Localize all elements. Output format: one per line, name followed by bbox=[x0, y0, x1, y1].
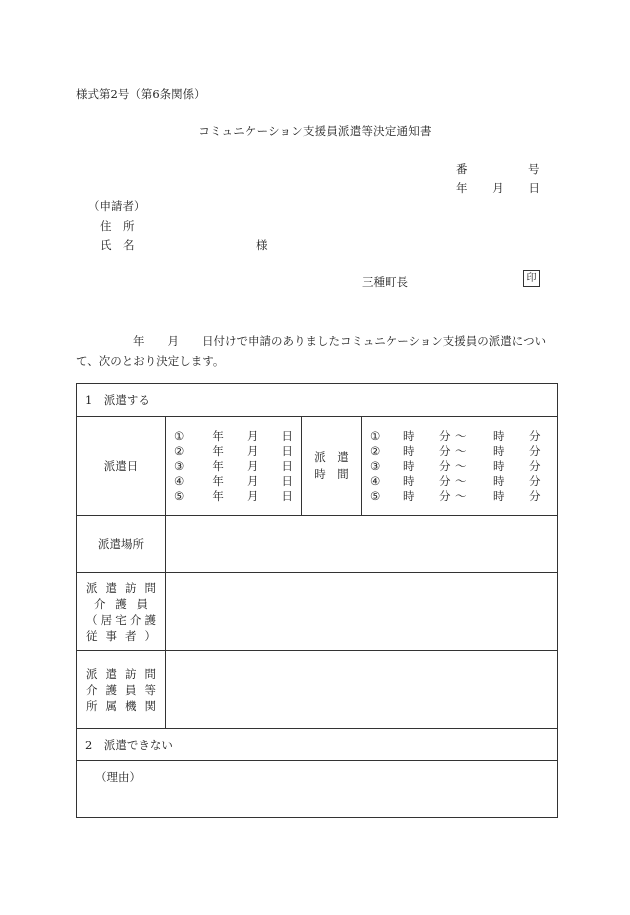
time-range-separator: 〜 bbox=[455, 488, 467, 503]
visitor-label-line bbox=[77, 612, 165, 628]
visitor-label-line bbox=[77, 628, 165, 644]
reason-cell bbox=[77, 761, 558, 818]
number-label: 番 bbox=[456, 162, 468, 176]
date-year: 年 bbox=[212, 473, 224, 488]
start-hour: 時 bbox=[403, 473, 415, 488]
dispatch-table bbox=[76, 383, 558, 818]
date-number: ② bbox=[174, 443, 185, 458]
date-month: 月 bbox=[246, 443, 259, 458]
start-hour: 時 bbox=[403, 488, 415, 503]
visitor-value bbox=[166, 573, 558, 651]
date-number: ① bbox=[174, 428, 185, 443]
start-minute: 分 bbox=[439, 473, 451, 488]
date-year: 年 bbox=[212, 443, 224, 458]
year-label: 年 bbox=[456, 181, 468, 195]
issuer-title: 三種町長 bbox=[362, 275, 408, 289]
time-range-separator: 〜 bbox=[455, 428, 467, 443]
issue-date bbox=[456, 180, 540, 196]
start-minute: 分 bbox=[439, 458, 451, 473]
time-row bbox=[370, 474, 549, 489]
time-row bbox=[370, 444, 549, 459]
agency-label-line bbox=[77, 682, 165, 698]
date-row bbox=[174, 429, 293, 444]
applicant-label: （申請者） bbox=[88, 199, 146, 213]
time-number: ② bbox=[370, 443, 381, 458]
end-hour: 時 bbox=[493, 488, 505, 503]
end-minute: 分 bbox=[529, 458, 541, 473]
visitor-label-text: 派遣訪問 bbox=[86, 580, 156, 595]
time-number: ⑤ bbox=[370, 488, 381, 503]
address-label: 住 所 bbox=[100, 219, 135, 233]
date-month: 月 bbox=[246, 473, 259, 488]
dispatch-date-list bbox=[166, 417, 302, 516]
date-year: 年 bbox=[212, 428, 224, 443]
time-row bbox=[370, 459, 549, 474]
visitor-label-text: 介護員 bbox=[94, 596, 148, 611]
document-title: コミュニケーション支援員派遣等決定通知書 bbox=[198, 124, 432, 138]
date-number: ③ bbox=[174, 458, 185, 473]
start-hour: 時 bbox=[403, 458, 415, 473]
start-hour: 時 bbox=[403, 428, 415, 443]
visitor-label bbox=[77, 573, 166, 651]
visitor-label-text: 従事者） bbox=[86, 628, 156, 643]
agency-label bbox=[77, 651, 166, 729]
date-row bbox=[174, 474, 293, 489]
day-label: 日 bbox=[528, 181, 540, 195]
agency-label-text: 派遣訪問 bbox=[86, 666, 156, 681]
end-hour: 時 bbox=[493, 428, 505, 443]
end-minute: 分 bbox=[529, 428, 541, 443]
end-minute: 分 bbox=[529, 488, 541, 503]
end-hour: 時 bbox=[493, 473, 505, 488]
end-hour: 時 bbox=[493, 458, 505, 473]
date-day: 日 bbox=[281, 473, 293, 488]
date-day: 日 bbox=[281, 428, 293, 443]
decision-statement bbox=[76, 331, 554, 371]
section-dispatch: 1 派遣する bbox=[77, 384, 558, 417]
dispatch-place-value bbox=[166, 516, 558, 573]
date-month: 月 bbox=[246, 488, 259, 503]
start-minute: 分 bbox=[439, 443, 451, 458]
reason-label: （理由） bbox=[95, 770, 141, 784]
agency-label-line bbox=[77, 666, 165, 682]
date-month: 月 bbox=[246, 428, 259, 443]
date-year: 年 bbox=[212, 488, 224, 503]
agency-value bbox=[166, 651, 558, 729]
name-label: 氏 名 bbox=[100, 238, 135, 252]
month-label: 月 bbox=[492, 181, 504, 195]
dispatch-time-label-1: 派 遣 bbox=[314, 450, 349, 464]
time-range-separator: 〜 bbox=[455, 458, 467, 473]
section-no-dispatch: 2 派遣できない bbox=[77, 729, 558, 761]
honorific: 様 bbox=[256, 238, 268, 252]
dispatch-time-label bbox=[302, 417, 362, 516]
agency-label-text: 介護員等 bbox=[86, 682, 156, 697]
date-number: ④ bbox=[174, 473, 185, 488]
decision-text: 年 月 日付けで申請のありましたコミュニケーション支援員の派遣について、次のとおり決定します。 bbox=[76, 334, 547, 368]
agency-label-text: 所属機関 bbox=[86, 698, 156, 713]
agency-label-line bbox=[77, 698, 165, 714]
date-row bbox=[174, 489, 293, 504]
date-year: 年 bbox=[212, 458, 224, 473]
form-number: 様式第2号（第6条関係） bbox=[76, 87, 206, 101]
dispatch-place-label: 派遣場所 bbox=[77, 516, 166, 573]
time-number: ④ bbox=[370, 473, 381, 488]
date-day: 日 bbox=[281, 458, 293, 473]
date-row bbox=[174, 444, 293, 459]
date-row bbox=[174, 459, 293, 474]
number-suffix: 号 bbox=[528, 162, 540, 176]
dispatch-date-label: 派遣日 bbox=[77, 417, 166, 516]
visitor-label-text: （居宅介護 bbox=[86, 612, 156, 627]
dispatch-time-list bbox=[362, 417, 558, 516]
end-minute: 分 bbox=[529, 443, 541, 458]
time-range-separator: 〜 bbox=[455, 473, 467, 488]
date-day: 日 bbox=[281, 488, 293, 503]
time-number: ③ bbox=[370, 458, 381, 473]
start-minute: 分 bbox=[439, 428, 451, 443]
time-range-separator: 〜 bbox=[455, 443, 467, 458]
date-month: 月 bbox=[246, 458, 259, 473]
time-number: ① bbox=[370, 428, 381, 443]
start-minute: 分 bbox=[439, 488, 451, 503]
date-number: ⑤ bbox=[174, 488, 185, 503]
time-row bbox=[370, 489, 549, 504]
end-minute: 分 bbox=[529, 473, 541, 488]
date-day: 日 bbox=[281, 443, 293, 458]
time-row bbox=[370, 429, 549, 444]
seal-mark: 印 bbox=[523, 270, 540, 287]
end-hour: 時 bbox=[493, 443, 505, 458]
visitor-label-line bbox=[77, 596, 165, 612]
dispatch-time-label-2: 時 間 bbox=[314, 467, 349, 481]
start-hour: 時 bbox=[403, 443, 415, 458]
visitor-label-line bbox=[77, 580, 165, 596]
